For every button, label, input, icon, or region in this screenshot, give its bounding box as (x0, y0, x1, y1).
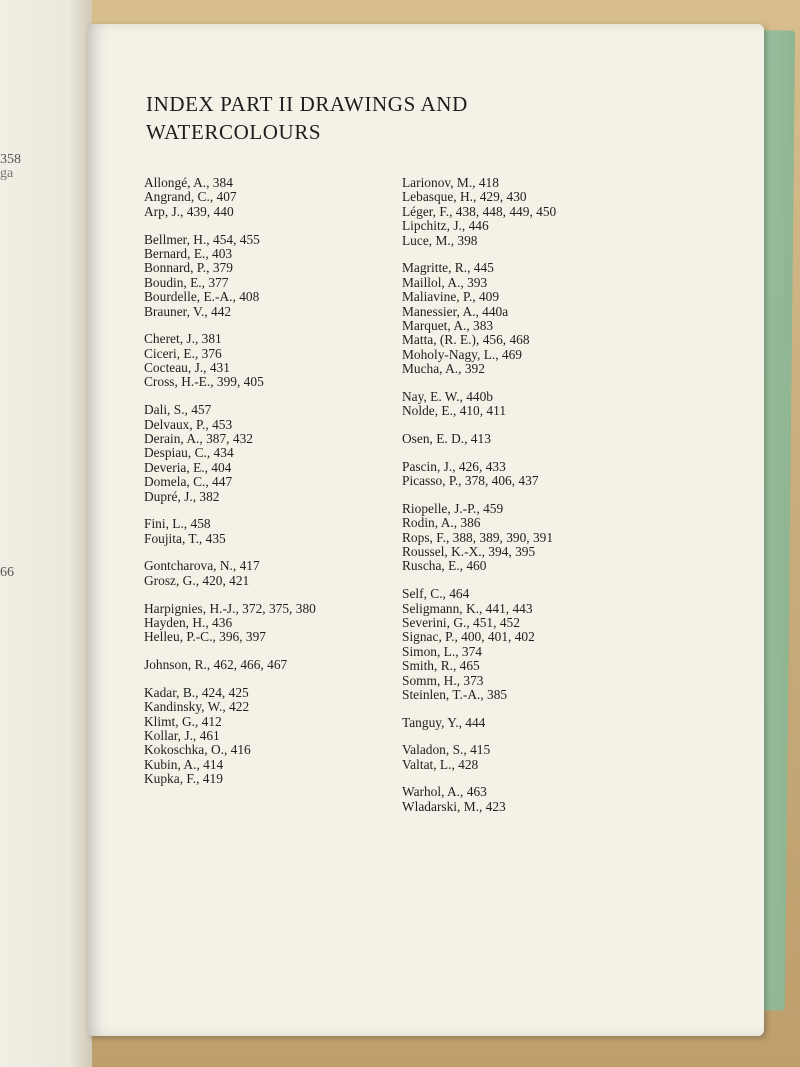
index-entry: Rodin, A., 386 (402, 515, 481, 531)
index-entry: Severini, G., 451, 452 (402, 614, 520, 630)
index-entry: Bourdelle, E.-A., 408 (144, 289, 260, 305)
index-entry: Valadon, S., 415 (402, 742, 491, 758)
index-entry: Bonnard, P., 379 (144, 260, 233, 276)
index-entry: Boudin, E., 377 (144, 274, 229, 290)
page-title: INDEX PART II DRAWINGS AND WATERCOLOURS (146, 92, 468, 144)
index-entry: Riopelle, J.-P., 459 (402, 500, 504, 516)
index-letter-group (144, 686, 394, 787)
index-column-left (144, 176, 394, 800)
index-entry: Ciceri, E., 376 (144, 345, 222, 361)
index-entry: Angrand, C., 407 (144, 189, 237, 205)
index-column-right (402, 176, 652, 828)
index-entry: Pascin, J., 426, 433 (402, 458, 506, 474)
index-entry: Arp, J., 439, 440 (144, 203, 234, 219)
index-entry: Bernard, E., 403 (144, 245, 233, 261)
index-entry: Kandinsky, W., 422 (144, 699, 250, 715)
index-letter-group (402, 460, 652, 489)
index-entry: Lipchitz, J., 446 (402, 218, 489, 234)
index-entry: Tanguy, Y., 444 (402, 714, 486, 730)
index-entry: Helleu, P.-C., 396, 397 (144, 629, 266, 645)
index-entry: Larionov, M., 418 (402, 175, 499, 190)
index-entry: Domela, C., 447 (144, 474, 233, 490)
index-entry: Seligmann, K., 441, 443 (402, 600, 533, 616)
index-letter-group (402, 390, 652, 419)
index-entry: Magritte, R., 445 (402, 260, 494, 276)
index-entry: Fini, L., 458 (144, 516, 211, 532)
index-entry: Moholy-Nagy, L., 469 (402, 346, 523, 362)
index-entry: Valtat, L., 428 (402, 756, 479, 772)
index-entry: Kollar, J., 461 (144, 727, 220, 743)
index-entry: Warhol, A., 463 (402, 784, 487, 800)
index-letter-group (144, 602, 394, 645)
index-entry: Somm, H., 373 (402, 672, 484, 688)
index-entry: Kokoschka, O., 416 (144, 742, 251, 758)
index-entry: Brauner, V., 442 (144, 303, 232, 319)
index-letter-group (144, 403, 394, 504)
index-entry: Despiau, C., 434 (144, 445, 234, 461)
index-entry: Delvaux, P., 453 (144, 416, 233, 432)
index-entry: Léger, F., 438, 448, 449, 450 (402, 203, 557, 219)
index-letter-group (402, 785, 652, 814)
index-entry: Kubin, A., 414 (144, 756, 224, 772)
index-entry: Rops, F., 388, 389, 390, 391 (402, 529, 554, 545)
index-letter-group (144, 658, 394, 672)
facing-page-number: 358 (0, 152, 21, 167)
index-page (88, 24, 764, 1036)
index-letter-group (402, 716, 652, 730)
index-entry: Picasso, P., 378, 406, 437 (402, 473, 539, 489)
index-entry: Dupré, J., 382 (144, 488, 220, 504)
index-entry: Johnson, R., 462, 466, 467 (144, 657, 288, 673)
index-entry: Bellmer, H., 454, 455 (144, 231, 260, 247)
index-entry: Derain, A., 387, 432 (144, 430, 253, 446)
index-entry: Nay, E. W., 440b (402, 388, 493, 404)
index-entry: Lebasque, H., 429, 430 (402, 189, 527, 205)
index-entry: Hayden, H., 436 (144, 614, 233, 630)
index-entry: Kupka, F., 419 (144, 771, 223, 787)
index-entry: Mucha, A., 392 (402, 361, 485, 377)
index-entry: Steinlen, T.-A., 385 (402, 686, 508, 702)
index-entry: Self, C., 464 (402, 586, 470, 602)
index-entry: Gontcharova, N., 417 (144, 558, 260, 574)
index-entry: Luce, M., 398 (402, 232, 478, 248)
index-letter-group (402, 432, 652, 446)
index-entry: Wladarski, M., 423 (402, 798, 506, 814)
index-letter-group (144, 332, 394, 390)
index-entry: Kadar, B., 424, 425 (144, 684, 249, 700)
index-entry: Cheret, J., 381 (144, 331, 222, 347)
index-letter-group (144, 559, 394, 588)
index-entry: Maillol, A., 393 (402, 274, 488, 290)
index-entry: Osen, E. D., 413 (402, 430, 491, 446)
index-letter-group (402, 587, 652, 702)
index-entry: Ruscha, E., 460 (402, 558, 487, 574)
index-letter-group (144, 517, 394, 546)
index-entry: Deveria, E., 404 (144, 459, 232, 475)
index-entry: Foujita, T., 435 (144, 530, 226, 546)
index-entry: Matta, (R. E.), 456, 468 (402, 332, 530, 348)
facing-page-fragment: ga (0, 166, 14, 181)
index-letter-group (402, 176, 652, 248)
index-entry: Manessier, A., 440a (402, 303, 509, 319)
index-letter-group (402, 261, 652, 376)
index-entry: Smith, R., 465 (402, 658, 480, 674)
index-entry: Roussel, K.-X., 394, 395 (402, 544, 536, 560)
index-entry: Cross, H.-E., 399, 405 (144, 374, 264, 390)
index-entry: Grosz, G., 420, 421 (144, 572, 250, 588)
facing-page (0, 0, 92, 1067)
index-letter-group (144, 233, 394, 319)
index-entry: Marquet, A., 383 (402, 317, 494, 333)
index-letter-group (402, 502, 652, 574)
index-entry: Dali, S., 457 (144, 402, 212, 418)
index-entry: Cocteau, J., 431 (144, 360, 230, 376)
facing-page-number: 66 (0, 565, 14, 580)
index-entry: Maliavine, P., 409 (402, 289, 500, 305)
index-entry: Simon, L., 374 (402, 643, 482, 659)
index-letter-group (144, 176, 394, 219)
index-letter-group (402, 743, 652, 772)
index-entry: Nolde, E., 410, 411 (402, 403, 507, 419)
index-entry: Klimt, G., 412 (144, 713, 222, 729)
index-entry: Allongé, A., 384 (144, 175, 233, 190)
index-entry: Signac, P., 400, 401, 402 (402, 629, 535, 645)
index-entry: Harpignies, H.-J., 372, 375, 380 (144, 600, 316, 616)
